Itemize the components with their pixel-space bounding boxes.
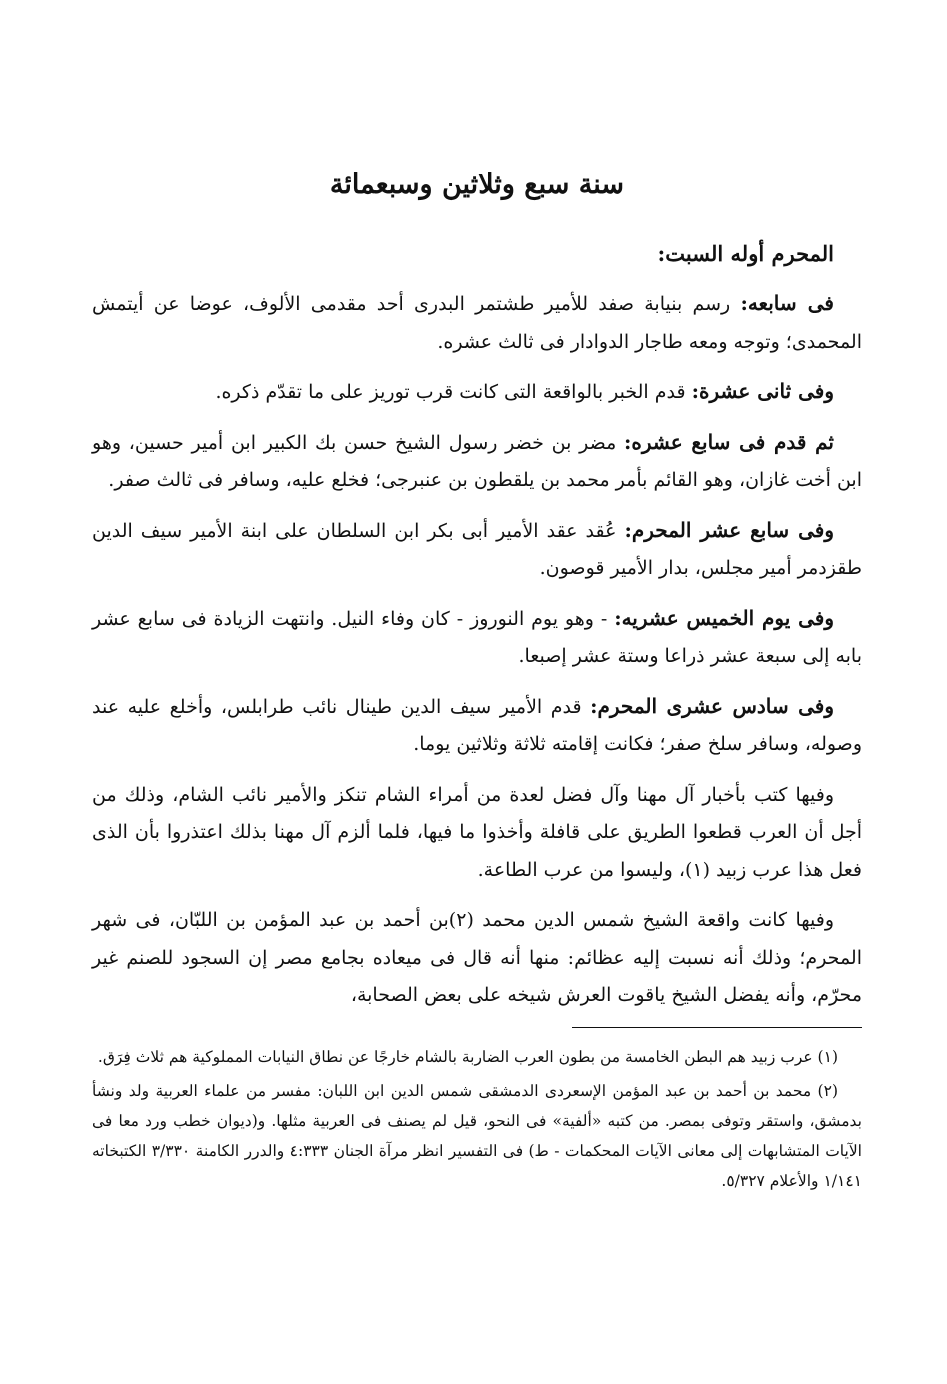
paragraph-text: - وهو يوم النوروز - كان وفاء النيل. وانتهت الزيادة فى سابع عشر بابه إلى سبعة عشر ذراعا وستة عشر إصبعا. [92,607,862,667]
paragraph-lead: وفى ثانى عشرة: [691,379,834,403]
paragraph [92,600,862,676]
paragraph [92,688,862,764]
paragraph-text: وفيها كتب بأخبار آل مهنا وآل فضل لعدة من أمراء الشام تنكز والأمير نائب الشام، وذلك من أجل أن العرب قطعوا الطريق على قافلة وأخذوا ما فيها، فلما ألزم آل مهنا بذلك اعتذروا بأن الذى فعل هذا عرب زبيد (١)، وليسوا من عرب الطاعة. [92,783,862,881]
page-title: سنة سبع وثلاثين وسبعمائة [329,169,625,200]
book-page [92,165,862,1200]
paragraph-lead: وفى يوم الخميس عشريه: [614,605,835,630]
paragraph [92,285,862,361]
paragraph [92,373,862,412]
paragraph [92,424,862,500]
paragraph-text: قدم الأمير سيف الدين طينال نائب طرابلس، وأخلع عليه عند وصوله، وسافر سلخ صفر؛ فكانت إقامته ثلاثة وثلاثين يوما. [92,695,862,755]
paragraph-lead: فى سابعه: [740,291,834,315]
paragraph-text: قدم الخبر بالواقعة التى كانت قرب توريز على ما تقدّم ذكره. [215,381,692,403]
footnote: (٢) محمد بن أحمد بن عبد المؤمن الإسعردى الدمشقى شمس الدين ابن اللبان: مفسر من علماء العربية ولد ونشأ بدمشق، واستقر وتوفى بمصر. من كتبه «ألفية» فى النحو، قيل لم يصنف فى العربية مثلها. و(ديوان خطب ورد معا فى الآيات المتشابهات إلى معانى الآيات المحكمات - ط) فى التفسير انظر مرآة الجنان ٤:٣٣٣ والدرر الكامنة ٣/٣٣٠ الكتبخاته ١/١٤١ والأعلام ٥/٣٢٧. [92,1081,862,1190]
paragraph-text: وفيها كانت واقعة الشيخ شمس الدين محمد (٢)بن أحمد بن عبد المؤمن بن اللبّان، فى شهر المحرم؛ وذلك أنه نسبت إليه عظائم: منها أنه قال فى ميعاده بجامع مصر إن السجود للصنم غير محرّم، وأنه يفضل الشيخ ياقوت العرش شيخه على بعض الصحابة، [92,909,862,1006]
paragraph-lead: وفى سادس عشرى المحرم: [590,693,834,718]
paragraph [92,901,862,1015]
paragraph-lead: ثم قدم فى سابع عشره: [624,429,834,454]
paragraph-text: عُقد عقد الأمير أبى بكر ابن السلطان على ابنة الأمير سيف الدين طقزدمر أمير مجلس، بدار الأمير قوصون. [92,519,862,579]
footnote: (١) عرب زبيد هم البطن الخامسة من بطون العرب الضاربة بالشام خارجًا عن نطاق النيابات المملوكية هم ثلاث فِرَق. [97,1047,838,1066]
footnote-divider [572,1027,862,1028]
paragraph-lead: وفى سابع عشر المحرم: [624,517,834,542]
paragraph [92,776,862,890]
paragraph [92,512,862,588]
paragraph-text: رسم بنيابة صفد للأمير طشتمر البدرى أحد مقدمى الألوف، عوضا عن أيتمش المحمدى؛ وتوجه ومعه طاجار الدوادار فى ثالث عشره. [92,293,862,353]
month-heading: المحرم أوله السبت: [657,241,834,266]
paragraph-text: مضر بن خضر رسول الشيخ حسن بك الكبير ابن أمير حسين، وهو ابن أخت غازان، وهو القائم بأمر محمد بن يلقطون بن عنبرجى؛ فخلع عليه، وسافر فى ثالث صفر. [92,431,862,491]
